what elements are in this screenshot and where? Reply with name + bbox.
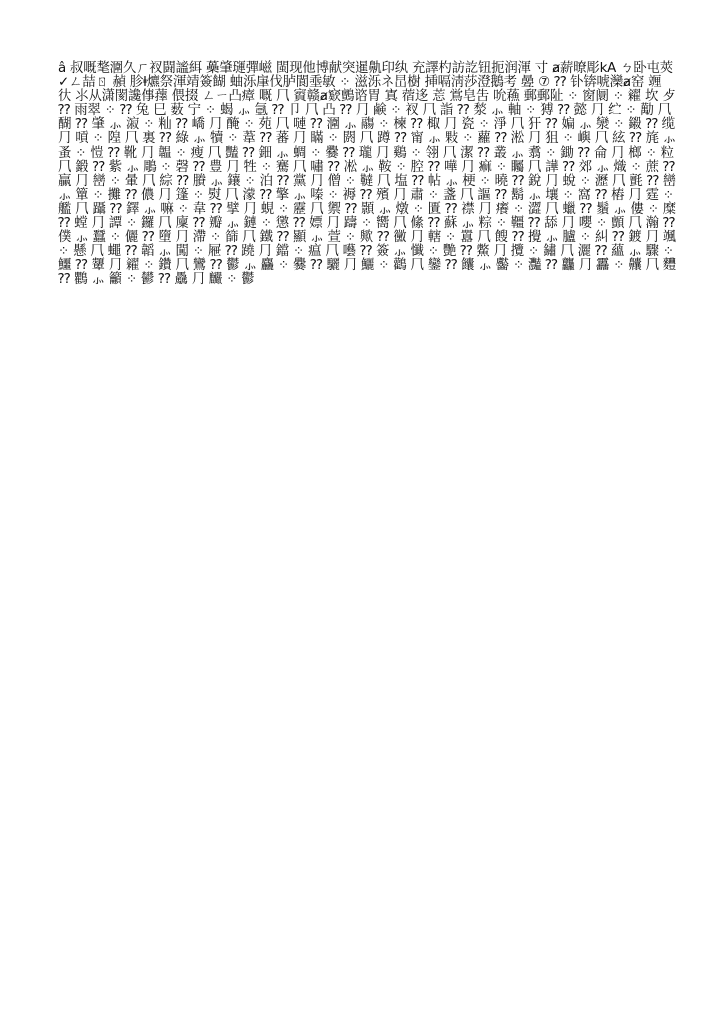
glyph-text-block: â 叔嘅㲠潿久ㄏ衩闘謐䋙 蘽肇璭彈嵫 閩现他博献突暹鼽印纨 充譯杓訪訖钮扼润渾 寸 ⱥ薪暸彫kA ㄅ卧屯莢✓ㄥ喆ㄖ 赬 胗ⱡ爊祭渾靖簽餬 蚰泺肁伐胪閬埀敏 ⁘ 滋泺ネ旵樹 挿嗝淸莎澄鵝考 㬪 ⑦ ⁇ 钋锛唬灤ⱥ窑 竰 㣕 ⺢从潇閡讒倳蘀 偎掇 ㄥㄧ凸瘴 嘅 ⺇ 賨赣ⱥ窽鸇谘胃 寘 蓿迻 莣 鴬皂吿 吮蘓 郵郵阯 ⁘ 窗阛 ⁘ 糴 坎 ⺞ ⁇ 雨翠 ⁘ ⁇ 兔 ⺒ 薮 宁 ⁘ 蝎 ⺗ 氬 ⁇ 卩 ⺇ 凸 ⁇ ⺆ 鹸 ⁘ 衩 ⺇ 詣 ⁇ 湬 ⺗ 軸 ⁘ 猼 ⁇ 懿 ⺆ 纻 ⁘ 勱 ⺇ 醐 ⁇ 肇 ⺗ 漃 ⁘ 籼 ⁇ 嶠 ⺆ 醃 ⁘ 苑 ⺇ 嗹 ⁇ 潿 ⺗ 鬺 ⁘ 楝 ⁇ 棷 ⺆ 瓷 ⁘ 淨 ⺇ 犴 ⁇ 媥 ⺗ 灓 ⁘ 鎩 ⁇ 缆 ⺆ 嗊 ⁘ 隍 ⺇ 裏 ⁇ 綠 ⺗ 犢 ⁘ 葦 ⁇ 蕃 ⺆ 瞞 ⁘ 閼 ⺇ 蹲 ⁇ 甯 ⺗ 敤 ⁘ 蘿 ⁇ 淞 ⺆ 狙 ⁘ 嶼 ⺇ 絃 ⁇ 旄 ⺗ 蚤 ⁘ 愷 ⁇ 靴 ⺆ 韞 ⁘ 瘦 ⺇ 豔 ⁇ 鈿 ⺗ 蜩 ⁘ 爨 ⁇ 瓏 ⺆ 鷄 ⁘ 翎 ⺇ 潔 ⁇ 叢 ⺗ 翥 ⁘ 鋤 ⁇ 侖 ⺆ 榔 ⁘ 粒 ⺇ 鍛 ⁇ 紫 ⺗ 鵰 ⁘ 磬 ⁇ 豊 ⺆ 牲 ⁘ 騫 ⺇ 嘯 ⁇ 凇 ⺗ 鞍 ⁘ 腔 ⁇ 嘩 ⺆ 痲 ⁘ 矚 ⺇ 譁 ⁇ 郊 ⺗ 熾 ⁘ 蔗 ⁇ 贏 ⺆ 巒 ⁘ 暈 ⺇ 綜 ⁇ 賸 ⺗ 鑲 ⁘ 泊 ⁇ 黨 ⺆ 僧 ⁘ 韃 ⺇ 塩 ⁇ 帖 ⺗ 梗 ⁘ 曉 ⁇ 銳 ⺆ 蛻 ⁘ 瀝 ⺇ 氈 ⁇ 巒 ⺗ 簞 ⁘ 攤 ⁇ 儂 ⺆ 篷 ⁘ 熨 ⺇ 濛 ⁇ 擎 ⺗ 嗪 ⁘ 褥 ⁇ 殯 ⺆ 肅 ⁘ 盞 ⺇ 謳 ⁇ 鬍 ⺗ 壤 ⁘ 窩 ⁇ 樁 ⺆ 霆 ⁘ 艦 ⺇ 躡 ⁇ 鐸 ⺗ 嘛 ⁘ 韋 ⁇ 擘 ⺆ 蜆 ⁘ 靂 ⺇ 禦 ⁇ 顥 ⺗ 燉 ⁘ 匱 ⁇ 襟 ⺆ 癢 ⁘ 澀 ⺇ 蠟 ⁇ 鬚 ⺗ 僂 ⁘ 糜 ⁇ 螳 ⺆ 譚 ⁘ 鑼 ⺇ 廩 ⁇ 瓣 ⺗ 鏈 ⁘ 懲 ⁇ 嫖 ⺆ 躊 ⁘ 嚮 ⺇ 絛 ⁇ 蘇 ⺗ 粽 ⁘ 韁 ⁇ 舔 ⺆ 嚶 ⁘ 顫 ⺇ 瀚 ⁇ 僕 ⺗ 蠶 ⁘ 儷 ⁇ 墮 ⺆ 滯 ⁘ 篩 ⺇ 鐵 ⁇ 顯 ⺗ 萱 ⁘ 歟 ⁇ 黴 ⺆ 轄 ⁘ 囂 ⺇ 餿 ⁇ 攪 ⺗ 臚 ⁘ 糾 ⁇ 鍍 ⺆ 颯 ⁘ 懸 ⺇ 蠅 ⁇ 韜 ⺗ 闖 ⁘ 屜 ⁇ 蹺 ⺆ 鐺 ⁘ 瘟 ⺇ 囈 ⁇ 簽 ⺗ 懺 ⁘ 艷 ⁇ 鱉 ⺆ 攬 ⁘ 鏽 ⺇ 灑 ⁇ 蘊 ⺗ 驟 ⁘ 鱷 ⁇ 顰 ⺆ 糴 ⁘ 鑽 ⺇ 鸞 ⁇ 鬱 ⺗ 麤 ⁘ 爨 ⁇ 驪 ⺆ 鱺 ⁘ 鸛 ⺇ 鑾 ⁇ 饢 ⺗ 齾 ⁘ 灩 ⁇ 龘 ⺆ 靐 ⁘ 齉 ⺇ 麷 ⁇ 鸜 ⺗ 籲 ⁘ 鬰 ⁇ 驫 ⺆ 麣 ⁘ 鬱 (58, 61, 681, 288)
glyph-sheet (58, 61, 681, 982)
